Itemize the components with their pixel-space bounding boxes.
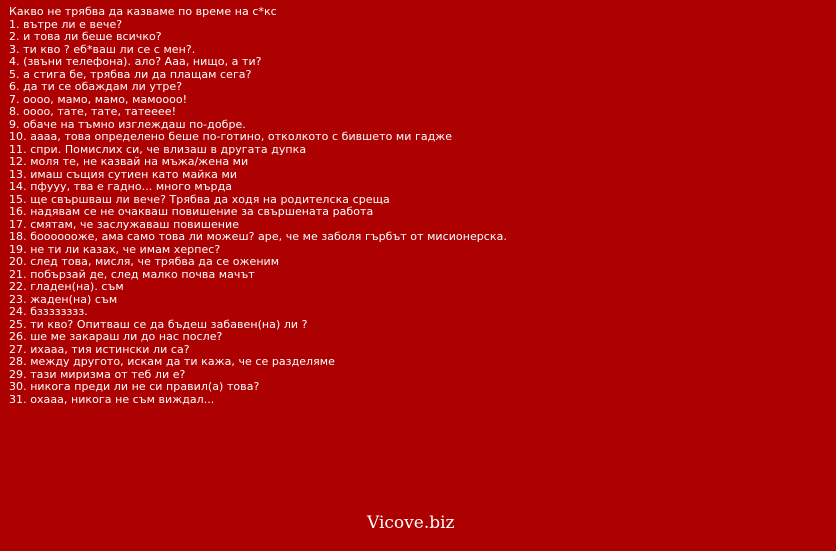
list-item: 7. оооо, мамо, мамо, мамоооо! bbox=[9, 92, 188, 106]
list-item: 4. (звъни телефона). ало? Ааа, нищо, а ти? bbox=[9, 55, 262, 68]
list-item: 5. а стига бе, трябва ли да плащам сега? bbox=[9, 67, 252, 81]
list-item: 14. пфууу, тва е гадно... много мърда bbox=[9, 180, 233, 193]
list-item: 23. жаден(на) съм bbox=[9, 292, 118, 306]
list-item: 28. между другото, искам да ти кажа, че се разделяме bbox=[9, 355, 335, 368]
list-item: 29. тази миризма от теб ли е? bbox=[9, 367, 186, 381]
list-item: 18. бооооооже, ама само това ли можеш? аре, че ме заболя гърбът от мисионерска. bbox=[9, 230, 507, 243]
list-item: 6. да ти се обаждам ли утре? bbox=[9, 80, 183, 93]
items-list bbox=[9, 19, 827, 407]
list-item: 27. ихааа, тия истински ли са? bbox=[9, 342, 190, 356]
article-content bbox=[9, 6, 827, 406]
list-item: 10. аааа, това определено беше по-готино, отколкото с бившето ми гадже bbox=[9, 130, 453, 143]
list-item: 8. оооо, тате, тате, татееее! bbox=[9, 105, 177, 118]
list-item: 24. бзззззззз. bbox=[9, 305, 88, 318]
list-item: 31. охааа, никога не съм виждал... bbox=[9, 392, 215, 406]
list-item: 21. побързай де, след малко почва мачът bbox=[9, 267, 255, 281]
list-item: 13. имаш същия сутиен като майка ми bbox=[9, 167, 238, 181]
list-item: 12. моля те, не казвай на мъжа/жена ми bbox=[9, 155, 249, 168]
list-item: 20. след това, мисля, че трябва да се оженим bbox=[9, 255, 280, 268]
list-item: 17. смятам, че заслужаваш повишение bbox=[9, 217, 240, 231]
list-item: 30. никога преди ли не си правил(а) това? bbox=[9, 380, 260, 393]
list-item: 9. обаче на тъмно изглеждаш по-добре. bbox=[9, 117, 246, 131]
list-item: 3. ти кво ? еб*ваш ли се с мен?. bbox=[9, 42, 196, 56]
list-item: 19. не ти ли казах, че имам херпес? bbox=[9, 242, 221, 256]
list-item: 25. ти кво? Опитваш се да бъдеш забавен(на) ли ? bbox=[9, 317, 308, 331]
article-title: Какво не трябва да казваме по време на с*кс bbox=[9, 5, 277, 18]
list-item: 1. вътре ли е вече? bbox=[9, 17, 123, 31]
list-item: 26. ше ме закараш ли до нас после? bbox=[9, 330, 223, 343]
site-brand-watermark: Vicove.biz bbox=[367, 513, 455, 533]
list-item: 22. гладен(на). съм bbox=[9, 280, 124, 293]
list-item: 11. спри. Помислих си, че влизаш в другата дупка bbox=[9, 142, 307, 156]
list-item: 16. надявам се не очакваш повишение за свършената работа bbox=[9, 205, 374, 218]
list-item: 2. и това ли беше всичко? bbox=[9, 30, 162, 43]
list-item: 15. ще свършваш ли вече? Трябва да ходя на родителска среща bbox=[9, 192, 390, 206]
